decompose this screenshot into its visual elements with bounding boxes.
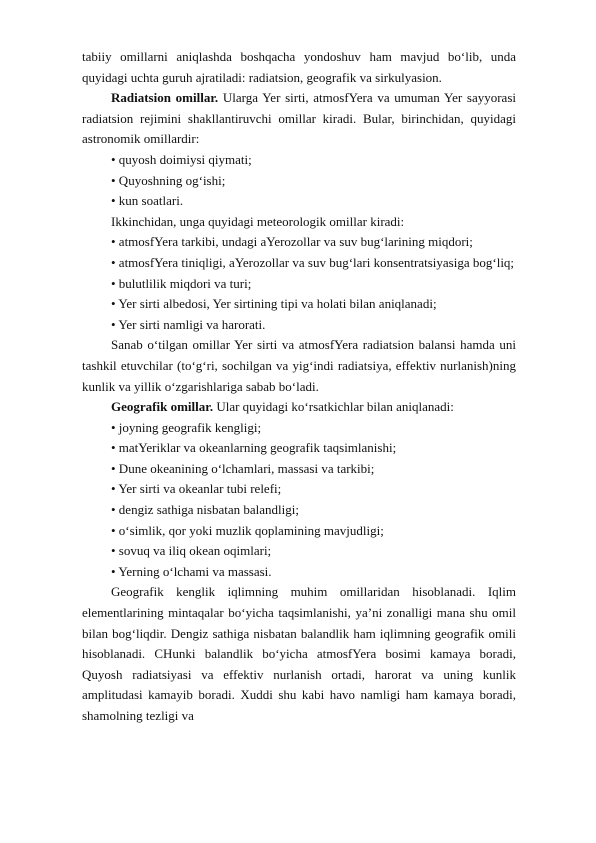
radiation-summary: Sanab o‘tilgan omillar Yer sirti va atmosfYera radiatsion balansi hamda uni tashkil etuvchilar (to‘g‘ri, sochilgan va yig‘indi radiatsiya, effektiv nurlanish)ning kunlik va yillik o‘zgarishlariga sabab bo‘ladi. xyxy=(82,337,516,394)
list-item: • Yer sirti va okeanlar tubi relefi; xyxy=(111,481,282,497)
list-item: • o‘simlik, qor yoki muzlik qoplamining mavjudligi; xyxy=(111,522,384,538)
radiation-text: Ularga Yer sirti, atmosfYera va umuman Yer sayyorasi radiatsion rejimini shakllantiruvchi omillar kiradi. Bular, birinchidan, quyidagi astronomik omillardir: xyxy=(82,90,516,147)
document-page xyxy=(82,47,516,727)
list-item: • sovuq va iliq okean oqimlari; xyxy=(111,543,272,559)
geography-text: Ular quyidagi ko‘rsatkichlar bilan aniqlanadi: xyxy=(213,399,454,415)
list-item: • atmosfYera tarkibi, undagi aYerozollar va suv bug‘larining miqdori; xyxy=(111,234,473,250)
meteo-intro: Ikkinchidan, unga quyidagi meteorologik omillar kiradi: xyxy=(111,213,405,229)
list-item: • Yer sirti albedosi, Yer sirtining tipi va holati bilan aniqlanadi; xyxy=(111,296,437,312)
list-item: • quyosh doimiysi qiymati; xyxy=(111,151,252,167)
intro-paragraph: tabiiy omillarni aniqlashda boshqacha yondoshuv ham mavjud bo‘lib, unda quyidagi uchta guruh ajratiladi: radiatsion, geografik va sirkulyasion. xyxy=(82,49,516,85)
list-item: • kun soatlari. xyxy=(111,193,184,209)
geography-paragraph xyxy=(82,397,516,418)
list-item: • dengiz sathiga nisbatan balandligi; xyxy=(111,502,299,518)
list-item: • Yerning o‘lchami va massasi. xyxy=(111,563,272,579)
list-item: • bulutlilik miqdori va turi; xyxy=(111,275,252,291)
list-item: • Yer sirti namligi va harorati. xyxy=(111,316,266,332)
radiation-paragraph xyxy=(82,88,516,150)
geography-heading: Geografik omillar. xyxy=(111,399,214,415)
geography-closing: Geografik kenglik iqlimning muhim omillaridan hisoblanadi. Iqlim elementlarining mintaqalar bo‘yicha taqsimlanishi, ya’ni zonalligi mana shu omil bilan bog‘liqdir. Dengiz sathiga nisbatan balandlik ham iqlimning geografik omili hisoblanadi. CHunki balandlik bo‘yicha atmosfYera bosimi kamaya boradi, Quyosh radiatsiyasi va effektiv nurlanish ortadi, harorat va uning kunlik amplitudasi kamayib boradi. Xuddi shu kabi havo namligi ham kamaya boradi, shamolning tezligi va xyxy=(82,584,516,723)
list-item: • atmosfYera tiniqligi, aYerozollar va suv bug‘lari konsentratsiyasiga bog‘liq; xyxy=(111,254,515,270)
list-item: • joyning geografik kengligi; xyxy=(111,419,262,435)
list-item: • Dune okeanining o‘lchamlari, massasi va tarkibi; xyxy=(111,460,375,476)
radiation-heading: Radiatsion omillar. xyxy=(111,90,219,106)
list-item: • Quyoshning og‘ishi; xyxy=(111,172,226,188)
list-item: • matYeriklar va okeanlarning geografik taqsimlanishi; xyxy=(111,440,397,456)
